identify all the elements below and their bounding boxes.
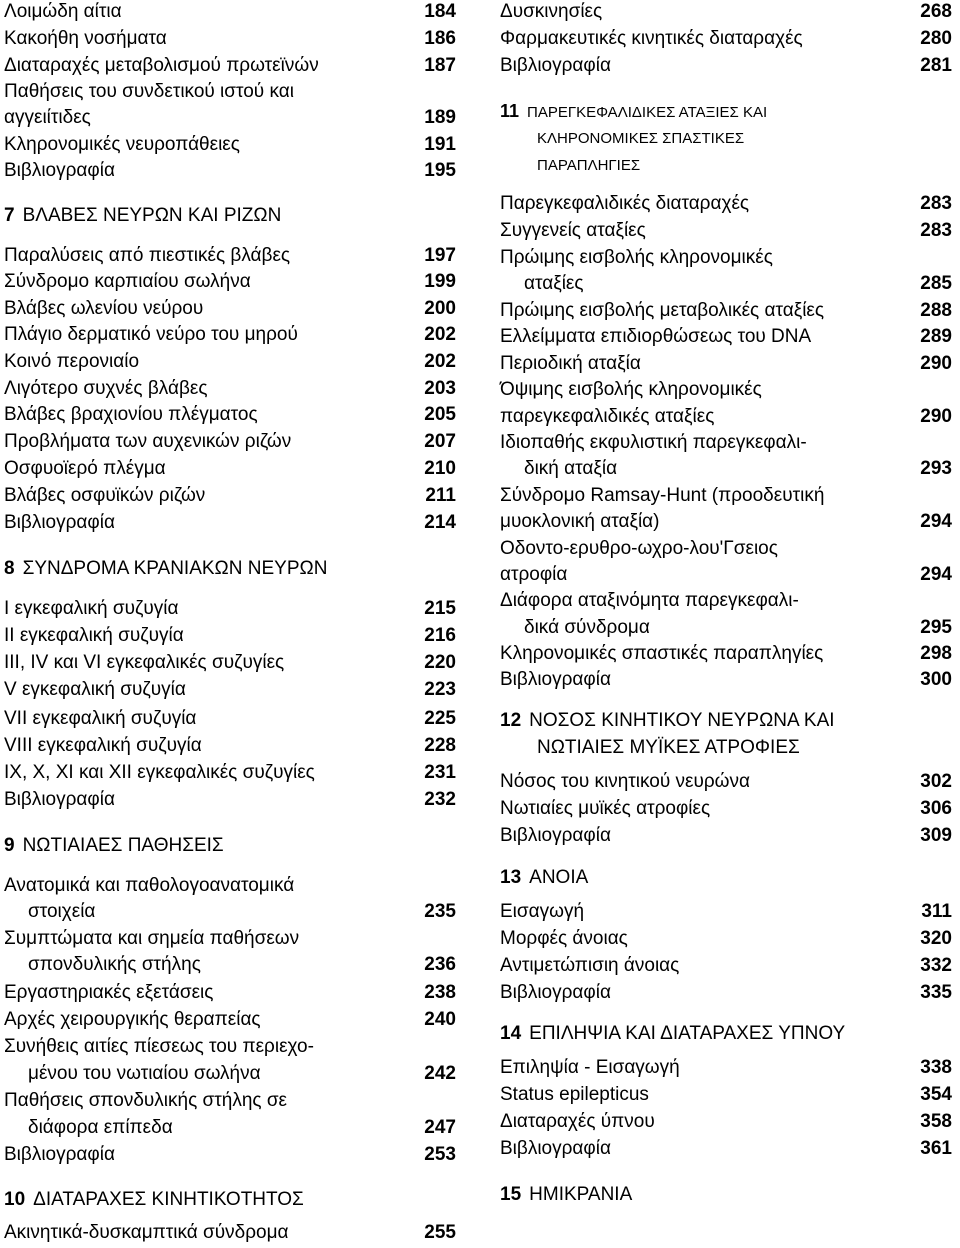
toc-entry-page: 247 bbox=[424, 1117, 456, 1138]
toc-entry-title: Πρώιμης εισβολής κληρονομικές bbox=[500, 247, 773, 268]
toc-entry-title: Διάφορα αταξινόμητα παρεγκεφαλι- bbox=[500, 590, 799, 611]
toc-entry-title: Δυσκινησίες bbox=[500, 1, 603, 22]
toc-entry bbox=[4, 106, 456, 130]
chapter-number: 14 bbox=[500, 1023, 522, 1044]
toc-entry-title: στοιχεία bbox=[28, 901, 96, 922]
toc-entry bbox=[500, 1110, 952, 1134]
toc-entry bbox=[4, 27, 456, 51]
toc-entry-title: Περιοδική αταξία bbox=[500, 353, 641, 374]
toc-entry-title: μένου του νωτιαίου σωλήνα bbox=[28, 1063, 261, 1084]
toc-entry-page: 354 bbox=[920, 1084, 952, 1105]
toc-entry-page: 293 bbox=[920, 458, 952, 479]
toc-entry-title: Σύνδρομο Ramsay-Hunt (προοδευτική bbox=[500, 485, 825, 506]
toc-entry bbox=[500, 563, 952, 587]
toc-entry bbox=[500, 824, 952, 848]
toc-entry-title: Λοιμώδη αίτια bbox=[4, 1, 122, 22]
chapter-heading bbox=[500, 1022, 952, 1046]
toc-entry-title: Κληρονομικές νευροπάθειες bbox=[4, 134, 240, 155]
toc-entry-title: Αντιμετώπισιη άνοιας bbox=[500, 955, 680, 976]
toc-entry bbox=[500, 431, 952, 455]
chapter-number: 12 bbox=[500, 710, 522, 731]
toc-entry-page: 203 bbox=[424, 378, 456, 399]
chapter-title: ΝΩΤΙΑΙΑΕΣ ΠΑΘΗΣΕΙΣ bbox=[22, 835, 224, 856]
toc-entry bbox=[500, 770, 952, 794]
toc-entry bbox=[4, 54, 456, 78]
toc-entry-page: 240 bbox=[424, 1009, 456, 1030]
toc-entry-page: 358 bbox=[920, 1111, 952, 1132]
chapter-number: 10 bbox=[4, 1189, 26, 1210]
toc-entry-title: Βιβλιογραφία bbox=[4, 512, 115, 533]
toc-entry bbox=[4, 1035, 456, 1059]
toc-entry-page: 232 bbox=[424, 789, 456, 810]
toc-entry-title: Σύνδρομο καρπιαίου σωλήνα bbox=[4, 271, 251, 292]
toc-entry-title: Παθήσεις του συνδετικού ιστού και bbox=[4, 81, 294, 102]
toc-entry bbox=[500, 299, 952, 323]
toc-entry-title: Κληρονομικές σπαστικές παραπληγίες bbox=[500, 643, 824, 664]
toc-entry-title: Βιβλιογραφία bbox=[4, 789, 115, 810]
toc-entry-page: 298 bbox=[920, 643, 952, 664]
toc-entry-page: 187 bbox=[424, 55, 456, 76]
toc-entry-page: 320 bbox=[920, 928, 952, 949]
chapter-heading bbox=[500, 152, 952, 179]
toc-entry-title: Βλάβες ωλενίου νεύρου bbox=[4, 298, 204, 319]
toc-entry-title: Βλάβες βραχιονίου πλέγματος bbox=[4, 404, 258, 425]
toc-entry-title: Προβλήματα των αυχενικών ριζών bbox=[4, 431, 292, 452]
chapter-title: ΠΑΡΑΠΛΗΓΙΕΣ bbox=[537, 157, 641, 174]
toc-entry-page: 294 bbox=[920, 511, 952, 532]
toc-entry-page: 309 bbox=[920, 825, 952, 846]
toc-entry bbox=[4, 1143, 456, 1167]
toc-entry-title: Παρεγκεφαλιδικές διαταραχές bbox=[500, 193, 750, 214]
toc-entry bbox=[500, 352, 952, 376]
chapter-title: ΕΠΙΛΗΨΙΑ ΚΑΙ ΔΙΑΤΑΡΑΧΕΣ ΥΠΝΟΥ bbox=[529, 1023, 846, 1044]
toc-entry bbox=[4, 981, 456, 1005]
toc-entry-title: Ιδιοπαθής εκφυλιστική παρεγκεφαλι- bbox=[500, 432, 807, 453]
toc-entry bbox=[4, 159, 456, 183]
toc-entry-title: σπονδυλικής στήλης bbox=[28, 954, 201, 975]
toc-entry-title: Συμπτώματα και σημεία παθήσεων bbox=[4, 928, 300, 949]
toc-entry bbox=[500, 616, 952, 640]
toc-entry-title: Παθήσεις σπονδυλικής στήλης σε bbox=[4, 1090, 288, 1111]
toc-entry bbox=[4, 761, 456, 785]
toc-entry-page: 335 bbox=[920, 982, 952, 1003]
toc-entry-page: 189 bbox=[424, 107, 456, 128]
toc-entry-title: Ι εγκεφαλική συζυγία bbox=[4, 598, 179, 619]
toc-entry-title: Μορφές άνοιας bbox=[500, 928, 628, 949]
toc-entry bbox=[4, 900, 456, 924]
toc-entry-page: 216 bbox=[424, 625, 456, 646]
toc-entry bbox=[500, 219, 952, 243]
toc-entry-title: Διαταραχές ύπνου bbox=[500, 1111, 655, 1132]
toc-entry-title: Πλάγιο δερματικό νεύρο του μηρού bbox=[4, 324, 298, 345]
toc-entry-page: 197 bbox=[424, 245, 456, 266]
toc-entry bbox=[500, 927, 952, 951]
chapter-title: ΝΟΣΟΣ ΚΙΝΗΤΙΚΟΥ ΝΕΥΡΩΝΑ ΚΑΙ bbox=[529, 710, 835, 731]
chapter-title: ΑΝΟΙΑ bbox=[529, 867, 589, 888]
toc-entry bbox=[500, 537, 952, 561]
toc-entry-page: 186 bbox=[424, 28, 456, 49]
toc-entry-title: Λιγότερο συχνές βλάβες bbox=[4, 378, 208, 399]
toc-entry-page: 200 bbox=[424, 298, 456, 319]
chapter-heading bbox=[4, 557, 456, 581]
toc-entry bbox=[4, 133, 456, 157]
toc-entry bbox=[4, 0, 456, 24]
toc-entry bbox=[4, 1062, 456, 1086]
toc-entry-page: 295 bbox=[920, 617, 952, 638]
toc-entry-title: Νόσος του κινητικού νευρώνα bbox=[500, 771, 750, 792]
toc-entry-page: 306 bbox=[920, 798, 952, 819]
toc-entry-title: Φαρμακευτικές κινητικές διαταραχές bbox=[500, 28, 803, 49]
toc-entry-title: Βιβλιογραφία bbox=[500, 55, 611, 76]
toc-entry-page: 268 bbox=[920, 1, 952, 22]
toc-entry-title: παρεγκεφαλιδικές αταξίες bbox=[500, 406, 715, 427]
toc-entry-page: 285 bbox=[920, 273, 952, 294]
toc-entry-page: 236 bbox=[424, 954, 456, 975]
chapter-number: 13 bbox=[500, 867, 522, 888]
toc-entry-title: ΙΙ εγκεφαλική συζυγία bbox=[4, 625, 184, 646]
toc-entry-page: 283 bbox=[920, 220, 952, 241]
toc-entry bbox=[500, 797, 952, 821]
toc-entry bbox=[500, 54, 952, 78]
toc-entry bbox=[4, 323, 456, 347]
toc-entry-page: 211 bbox=[425, 485, 456, 506]
toc-entry bbox=[500, 900, 952, 924]
toc-entry-title: Νωτιαίες μυϊκές ατροφίες bbox=[500, 798, 711, 819]
chapter-heading bbox=[500, 866, 952, 890]
toc-entry bbox=[4, 457, 456, 481]
toc-entry bbox=[500, 1083, 952, 1107]
toc-entry-title: διάφορα επίπεδα bbox=[28, 1117, 173, 1138]
toc-entry-title: Εισαγωγή bbox=[500, 901, 585, 922]
toc-entry-page: 223 bbox=[424, 679, 456, 700]
toc-entry-title: Ανατομικά και παθολογοανατομικά bbox=[4, 875, 295, 896]
toc-entry bbox=[4, 430, 456, 454]
toc-entry-title: αταξίες bbox=[524, 273, 584, 294]
toc-entry-title: Επιληψία - Εισαγωγή bbox=[500, 1057, 680, 1078]
toc-entry-title: ατροφία bbox=[500, 564, 568, 585]
toc-entry-page: 191 bbox=[424, 134, 456, 155]
toc-entry-page: 289 bbox=[920, 326, 952, 347]
toc-entry-title: Οδοντο-ερυθρο-ωχρο-λου'Γσειος bbox=[500, 538, 778, 559]
toc-entry-page: 281 bbox=[920, 55, 952, 76]
toc-entry-page: 332 bbox=[920, 955, 952, 976]
toc-entry-title: Συνήθεις αιτίες πίεσεως του περιεχο- bbox=[4, 1036, 314, 1057]
toc-entry-title: αγγειίτιδες bbox=[4, 107, 91, 128]
toc-entry-page: 195 bbox=[424, 160, 456, 181]
toc-entry-page: 184 bbox=[424, 1, 456, 22]
toc-entry bbox=[500, 405, 952, 429]
toc-entry-page: 199 bbox=[424, 271, 456, 292]
toc-entry bbox=[4, 953, 456, 977]
toc-entry-page: 338 bbox=[920, 1057, 952, 1078]
toc-entry-page: 361 bbox=[920, 1138, 952, 1159]
chapter-number: 7 bbox=[4, 205, 15, 226]
toc-entry-title: Status epilepticus bbox=[500, 1084, 649, 1105]
toc-entry bbox=[4, 1221, 456, 1245]
toc-entry bbox=[4, 1008, 456, 1032]
toc-entry bbox=[500, 510, 952, 534]
toc-entry-title: Οσφυοϊερό πλέγμα bbox=[4, 458, 166, 479]
chapter-heading bbox=[500, 736, 952, 760]
toc-entry-title: ΙΙΙ, IV και VI εγκεφαλικές συζυγίες bbox=[4, 652, 285, 673]
toc-entry bbox=[4, 678, 456, 702]
toc-entry bbox=[500, 27, 952, 51]
chapter-heading bbox=[500, 125, 952, 152]
toc-entry bbox=[4, 403, 456, 427]
toc-entry-title: Κακοήθη νοσήματα bbox=[4, 28, 167, 49]
toc-entry-title: δική αταξία bbox=[524, 458, 618, 479]
toc-entry bbox=[500, 192, 952, 216]
toc-entry bbox=[4, 484, 456, 508]
chapter-title: ΣΥΝΔΡΟΜΑ ΚΡΑΝΙΑΚΩΝ ΝΕΥΡΩΝ bbox=[22, 558, 328, 579]
chapter-title: ΒΛΑΒΕΣ ΝΕΥΡΩΝ ΚΑΙ ΡΙΖΩΝ bbox=[22, 205, 282, 226]
toc-entry-title: δικά σύνδρομα bbox=[524, 617, 650, 638]
toc-entry-page: 242 bbox=[424, 1063, 456, 1084]
toc-entry-page: 302 bbox=[920, 771, 952, 792]
toc-entry bbox=[500, 272, 952, 296]
toc-entry bbox=[4, 788, 456, 812]
chapter-heading bbox=[500, 1183, 952, 1207]
toc-entry-title: Βιβλιογραφία bbox=[500, 825, 611, 846]
chapter-title: ΠΑΡΕΓΚΕΦΑΛΙΔΙΚΕΣ ΑΤΑΞΙΕΣ ΚΑΙ bbox=[527, 104, 768, 121]
toc-entry-page: 238 bbox=[424, 982, 456, 1003]
toc-entry bbox=[4, 80, 456, 104]
chapter-number: 9 bbox=[4, 835, 15, 856]
chapter-number: 11 bbox=[500, 101, 520, 121]
toc-entry-title: Βιβλιογραφία bbox=[500, 669, 611, 690]
toc-entry-title: Πρώιμης εισβολής μεταβολικές αταξίες bbox=[500, 300, 825, 321]
toc-entry bbox=[4, 350, 456, 374]
toc-entry-title: Διαταραχές μεταβολισμού πρωτεϊνών bbox=[4, 55, 319, 76]
toc-entry bbox=[500, 589, 952, 613]
toc-entry-title: V εγκεφαλική συζυγία bbox=[4, 679, 186, 700]
toc-entry bbox=[4, 1089, 456, 1113]
toc-entry-page: 220 bbox=[424, 652, 456, 673]
toc-entry-page: 253 bbox=[424, 1144, 456, 1165]
chapter-heading bbox=[500, 98, 952, 126]
toc-entry bbox=[4, 734, 456, 758]
toc-entry-title: Βιβλιογραφία bbox=[4, 160, 115, 181]
toc-entry-page: 300 bbox=[920, 669, 952, 690]
toc-entry-title: VIII εγκεφαλική συζυγία bbox=[4, 735, 202, 756]
toc-entry-page: 235 bbox=[424, 901, 456, 922]
toc-entry bbox=[500, 325, 952, 349]
toc-entry bbox=[4, 511, 456, 535]
toc-entry-page: 205 bbox=[424, 404, 456, 425]
toc-entry bbox=[500, 954, 952, 978]
toc-entry-page: 255 bbox=[424, 1222, 456, 1243]
toc-entry bbox=[500, 457, 952, 481]
toc-entry-page: 225 bbox=[424, 708, 456, 729]
chapter-title: ΚΛΗΡΟΝΟΜΙΚΕΣ ΣΠΑΣΤΙΚΕΣ bbox=[537, 130, 745, 147]
toc-entry-title: Αρχές χειρουργικής θεραπείας bbox=[4, 1009, 261, 1030]
toc-entry bbox=[4, 874, 456, 898]
toc-entry bbox=[4, 651, 456, 675]
toc-entry-title: IX, X, XI και XII εγκεφαλικές συζυγίες bbox=[4, 762, 315, 783]
toc-entry-page: 311 bbox=[921, 901, 952, 922]
toc-entry-page: 280 bbox=[920, 28, 952, 49]
toc-entry-title: VII εγκεφαλική συζυγία bbox=[4, 708, 197, 729]
toc-entry-page: 202 bbox=[424, 324, 456, 345]
toc-entry-title: Βιβλιογραφία bbox=[500, 982, 611, 1003]
toc-entry-page: 214 bbox=[424, 512, 456, 533]
toc-entry-page: 290 bbox=[920, 406, 952, 427]
toc-entry-title: μυοκλονική αταξία) bbox=[500, 511, 660, 532]
toc-entry bbox=[500, 1056, 952, 1080]
toc-entry bbox=[4, 927, 456, 951]
toc-entry bbox=[4, 597, 456, 621]
toc-entry-page: 202 bbox=[424, 351, 456, 372]
toc-entry bbox=[500, 642, 952, 666]
toc-entry-title: Παραλύσεις από πιεστικές βλάβες bbox=[4, 245, 291, 266]
toc-entry bbox=[4, 707, 456, 731]
chapter-heading bbox=[4, 204, 456, 228]
chapter-heading bbox=[4, 834, 456, 858]
toc-entry-title: Βλάβες οσφυϊκών ριζών bbox=[4, 485, 206, 506]
toc-entry-title: Όψιμης εισβολής κληρονομικές bbox=[500, 379, 762, 400]
toc-entry-title: Κοινό περονιαίο bbox=[4, 351, 140, 372]
toc-entry-page: 231 bbox=[424, 762, 456, 783]
toc-entry-title: Εργαστηριακές εξετάσεις bbox=[4, 982, 214, 1003]
toc-entry bbox=[4, 297, 456, 321]
toc-entry-title: Βιβλιογραφία bbox=[4, 1144, 115, 1165]
toc-entry-page: 210 bbox=[424, 458, 456, 479]
toc-entry bbox=[500, 1137, 952, 1161]
toc-entry bbox=[4, 624, 456, 648]
toc-entry-page: 288 bbox=[920, 300, 952, 321]
chapter-number: 8 bbox=[4, 558, 15, 579]
toc-entry bbox=[500, 668, 952, 692]
chapter-title: ΗΜΙΚΡΑΝΙΑ bbox=[529, 1184, 633, 1205]
toc-entry bbox=[500, 981, 952, 1005]
toc-entry-page: 294 bbox=[920, 564, 952, 585]
toc-entry bbox=[4, 1116, 456, 1140]
toc-entry bbox=[500, 246, 952, 270]
toc-entry-title: Συγγενείς αταξίες bbox=[500, 220, 646, 241]
chapter-heading bbox=[4, 1188, 456, 1212]
toc-entry-page: 228 bbox=[424, 735, 456, 756]
toc-entry-title: Βιβλιογραφία bbox=[500, 1138, 611, 1159]
toc-entry-page: 215 bbox=[424, 598, 456, 619]
chapter-title: ΔΙΑΤΑΡΑΧΕΣ ΚΙΝΗΤΙΚΟΤΗΤΟΣ bbox=[33, 1189, 304, 1210]
toc-entry bbox=[500, 484, 952, 508]
chapter-heading bbox=[500, 709, 952, 733]
toc-entry bbox=[4, 377, 456, 401]
toc-entry-page: 207 bbox=[424, 431, 456, 452]
toc-entry bbox=[500, 0, 952, 24]
toc-entry bbox=[4, 270, 456, 294]
toc-entry-page: 283 bbox=[920, 193, 952, 214]
toc-entry-title: Ακινητικά-δυσκαμπτικά σύνδρομα bbox=[4, 1222, 289, 1243]
chapter-title: ΝΩΤΙΑΙΕΣ ΜΥΪΚΕΣ ΑΤΡΟΦΙΕΣ bbox=[537, 737, 800, 758]
toc-entry bbox=[500, 378, 952, 402]
chapter-number: 15 bbox=[500, 1184, 522, 1205]
toc-entry-page: 290 bbox=[920, 353, 952, 374]
toc-entry bbox=[4, 244, 456, 268]
toc-entry-title: Ελλείμματα επιδιορθώσεως του DNA bbox=[500, 326, 812, 347]
